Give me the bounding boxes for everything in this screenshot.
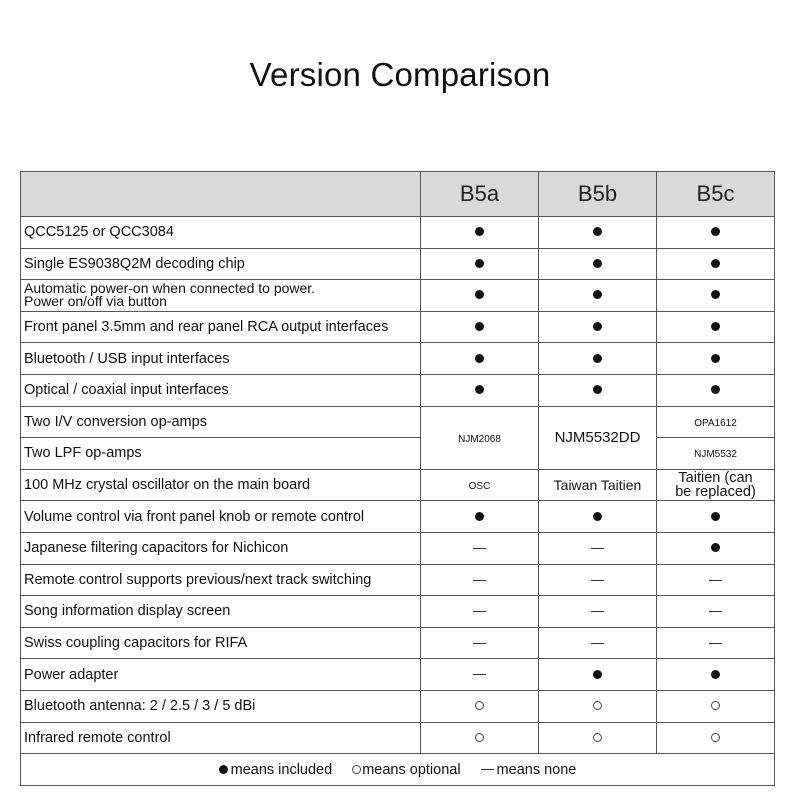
header-row (21, 172, 775, 217)
page-title: Version Comparison (249, 56, 551, 93)
feature-text: QCC5125 or QCC3084 (24, 224, 174, 241)
feature-text: Swiss coupling capacitors for RIFA (24, 635, 248, 652)
feature-text: Single ES9038Q2M decoding chip (24, 255, 245, 272)
included-dot-icon (711, 290, 720, 299)
value-cell-b5b (539, 690, 657, 722)
feature-text: Two LPF op-amps (24, 445, 142, 462)
feature-text: Automatic power-on when connected to power. (24, 280, 316, 297)
value-cell-b5b (539, 248, 657, 280)
none-dash-icon (473, 611, 486, 612)
feature-label (21, 564, 421, 596)
feature-label (21, 469, 421, 501)
feature-text: Volume control via front panel knob or remote control (24, 508, 365, 525)
legend (21, 754, 775, 786)
included-dot-icon (593, 290, 602, 299)
version-header-b5b: B5b (539, 172, 657, 217)
feature-text: Bluetooth / USB input interfaces (24, 350, 230, 367)
value-cell-b5c (657, 438, 775, 470)
table-row (21, 690, 775, 722)
feature-label (21, 248, 421, 280)
included-dot-icon (593, 354, 602, 363)
value-cell-b5c (657, 280, 775, 312)
included-dot-icon (711, 512, 720, 521)
feature-label (21, 627, 421, 659)
legend-items (21, 762, 774, 778)
feature-text: Remote control supports previous/next track switching (24, 571, 372, 588)
value-cell-b5b (539, 217, 657, 249)
optional-circle-icon (352, 765, 361, 774)
feature-label (21, 374, 421, 406)
legend-text-optional: means optional (362, 761, 461, 778)
feature-text: Bluetooth antenna: 2 / 2.5 / 3 / 5 dBi (24, 698, 256, 715)
none-dash-icon (709, 580, 722, 581)
feature-label (21, 438, 421, 470)
none-dash-icon (591, 548, 604, 549)
optional-circle-icon (593, 733, 602, 742)
none-dash-icon (481, 769, 494, 770)
table-row (21, 374, 775, 406)
value-cell-b5b (539, 596, 657, 628)
included-dot-icon (475, 259, 484, 268)
value-cell-b5c (657, 343, 775, 375)
value-cell-b5a (421, 627, 539, 659)
value-cell-b5c (657, 217, 775, 249)
included-dot-icon (593, 512, 602, 521)
value-cell-b5a (421, 564, 539, 596)
feature-label (21, 280, 421, 312)
included-dot-icon (711, 322, 720, 331)
optional-circle-icon (475, 733, 484, 742)
value-cell-b5b (539, 311, 657, 343)
legend-item-included (219, 762, 333, 778)
legend-text-none: means none (496, 761, 577, 778)
version-header-b5c: B5c (657, 172, 775, 217)
feature-label (21, 690, 421, 722)
value-cell-b5b (539, 627, 657, 659)
value-cell-b5c (657, 406, 775, 438)
feature-text-line2: Power on/off via button (24, 293, 167, 310)
value-cell-b5c (657, 311, 775, 343)
included-dot-icon (711, 543, 720, 552)
value-cell-b5a (421, 280, 539, 312)
included-dot-icon (593, 259, 602, 268)
value-cell-b5b (539, 722, 657, 754)
value-cell-b5b (539, 532, 657, 564)
legend-row (21, 754, 775, 786)
feature-text: Japanese filtering capacitors for Nichicon (24, 540, 289, 557)
none-dash-icon (473, 643, 486, 644)
table-row (21, 406, 775, 438)
legend-text-included: means included (230, 761, 333, 778)
table-row (21, 722, 775, 754)
none-dash-icon (591, 580, 604, 581)
none-dash-icon (591, 611, 604, 612)
value-cell-b5a (421, 406, 539, 469)
included-dot-icon (711, 385, 720, 394)
table-row (21, 217, 775, 249)
value-cell-b5b (539, 659, 657, 691)
value-cell-b5a (421, 501, 539, 533)
table-row (21, 532, 775, 564)
value-cell-b5c (657, 469, 775, 501)
included-dot-icon (593, 227, 602, 236)
value-cell-b5a (421, 659, 539, 691)
value-cell-b5a (421, 374, 539, 406)
legend-item-none (481, 762, 577, 778)
none-dash-icon (591, 643, 604, 644)
included-dot-icon (475, 290, 484, 299)
feature-text: Power adapter (24, 666, 119, 683)
value-cell-b5a (421, 596, 539, 628)
value-cell-b5a (421, 343, 539, 375)
included-dot-icon (593, 670, 602, 679)
feature-text: Two I/V conversion op-amps (24, 413, 207, 430)
feature-text: Optical / coaxial input interfaces (24, 382, 229, 399)
feature-label (21, 217, 421, 249)
table-row (21, 469, 775, 501)
value-cell-b5c (657, 501, 775, 533)
value-cell-b5a (421, 722, 539, 754)
none-dash-icon (473, 580, 486, 581)
value-cell-b5a (421, 690, 539, 722)
table-row (21, 280, 775, 312)
table-row (21, 627, 775, 659)
included-dot-icon (475, 354, 484, 363)
feature-label (21, 596, 421, 628)
value-cell-b5c (657, 532, 775, 564)
included-dot-icon (711, 259, 720, 268)
value-cell-b5b (539, 564, 657, 596)
legend-item-optional (352, 762, 460, 778)
oscillator-b5b: Taiwan Taitien (553, 476, 642, 493)
included-dot-icon (219, 765, 228, 774)
table-row (21, 564, 775, 596)
table-row (21, 659, 775, 691)
feature-label (21, 659, 421, 691)
version-header-b5a: B5a (421, 172, 539, 217)
feature-label (21, 406, 421, 438)
value-cell-b5a (421, 248, 539, 280)
value-cell-b5c (657, 659, 775, 691)
included-dot-icon (475, 512, 484, 521)
none-dash-icon (473, 548, 486, 549)
table-row (21, 438, 775, 470)
included-dot-icon (475, 227, 484, 236)
included-dot-icon (593, 385, 602, 394)
included-dot-icon (711, 227, 720, 236)
feature-text: Front panel 3.5mm and rear panel RCA output interfaces (24, 319, 389, 336)
optional-circle-icon (475, 701, 484, 710)
value-cell-b5c (657, 374, 775, 406)
value-cell-b5c (657, 564, 775, 596)
optional-circle-icon (593, 701, 602, 710)
value-cell-b5a (421, 311, 539, 343)
comparison-table (20, 171, 775, 786)
value-cell-b5a (421, 532, 539, 564)
value-cell-b5c (657, 248, 775, 280)
oscillator-b5c-line2: be replaced) (675, 484, 756, 501)
value-cell-b5a (421, 469, 539, 501)
oscillator-b5a: OSC (468, 481, 491, 493)
opamp-b5c-lpf: NJM5532 (694, 449, 737, 461)
feature-label (21, 501, 421, 533)
table-row (21, 311, 775, 343)
value-cell-b5c (657, 722, 775, 754)
opamp-b5b: NJM5532DD (554, 429, 641, 447)
none-dash-icon (709, 611, 722, 612)
feature-text: Infrared remote control (24, 729, 171, 746)
feature-label (21, 311, 421, 343)
value-cell-b5c (657, 627, 775, 659)
feature-text: Song information display screen (24, 603, 231, 620)
feature-label (21, 343, 421, 375)
opamp-b5a: NJM2068 (458, 433, 501, 445)
included-dot-icon (475, 322, 484, 331)
feature-label (21, 532, 421, 564)
header-feature-cell (21, 172, 421, 217)
value-cell-b5c (657, 596, 775, 628)
value-cell-b5b (539, 501, 657, 533)
feature-label (21, 722, 421, 754)
table-row (21, 248, 775, 280)
optional-circle-icon (711, 701, 720, 710)
opamp-b5c-iv: OPA1612 (694, 417, 737, 429)
table-row (21, 501, 775, 533)
value-cell-b5c (657, 690, 775, 722)
value-cell-b5a (421, 217, 539, 249)
none-dash-icon (709, 643, 722, 644)
included-dot-icon (711, 354, 720, 363)
value-cell-b5b (539, 343, 657, 375)
value-cell-b5b (539, 280, 657, 312)
none-dash-icon (473, 674, 486, 675)
oscillator-b5c-line1: Taitien (can (678, 470, 753, 487)
feature-text: 100 MHz crystal oscillator on the main board (24, 477, 311, 494)
table-row (21, 343, 775, 375)
included-dot-icon (475, 385, 484, 394)
included-dot-icon (711, 670, 720, 679)
included-dot-icon (593, 322, 602, 331)
value-cell-b5b (539, 406, 657, 469)
table-row (21, 596, 775, 628)
value-cell-b5b (539, 374, 657, 406)
optional-circle-icon (711, 733, 720, 742)
value-cell-b5b (539, 469, 657, 501)
